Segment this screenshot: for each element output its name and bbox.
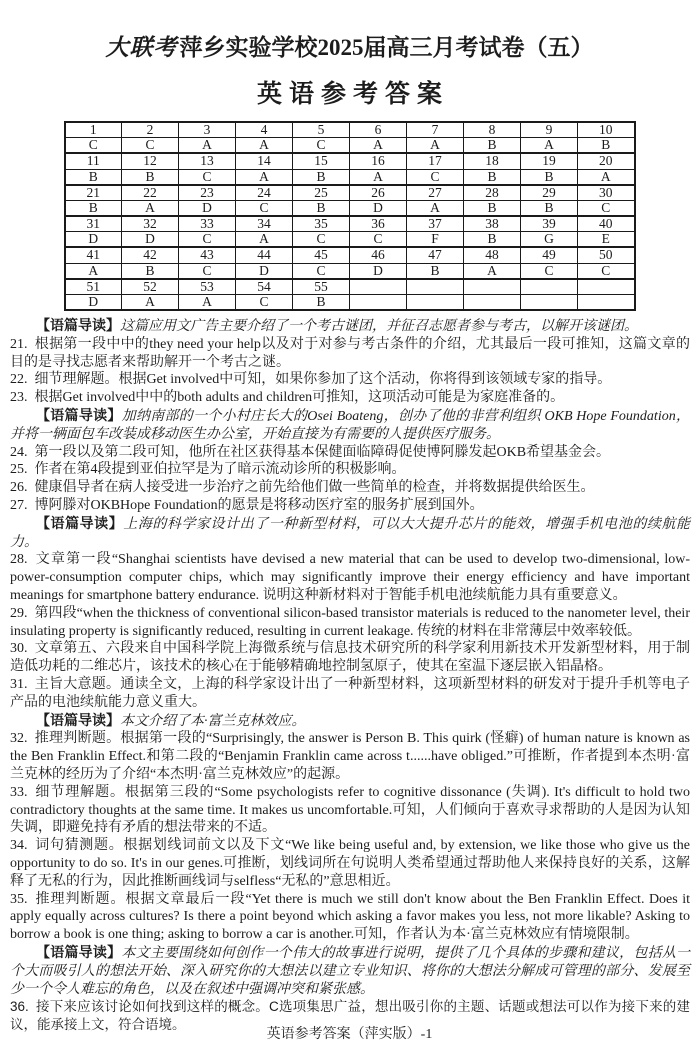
question-number-cell: 3: [179, 122, 236, 138]
item-number: 35.: [10, 891, 28, 907]
answer-cell: [407, 294, 464, 310]
question-number-row: [65, 122, 635, 138]
item-number: 29.: [10, 605, 28, 621]
question-number-row: [65, 247, 635, 263]
item-text: 细节理解题。根据Get involved中可知，如果你参加了这个活动，你将得到该领域专家的指导。: [34, 372, 612, 388]
answer-cell: A: [578, 169, 635, 185]
item-number: 23.: [10, 390, 28, 406]
answer-cell: C: [293, 232, 350, 248]
item-text: 词句猜测题。根据划线词前文以及下文“We like being useful and, by extension, we like those who give us the opportunity to do so. It's in our genes.可推断，划线词所在句说明人类希望通过帮助他人来保持良好的关系，这解释了无私的行为，因此推断画线词与selfless“无私的”意思相近。: [10, 838, 690, 889]
guide-label: 【语篇导读】: [36, 711, 120, 728]
answer-cell: C: [179, 263, 236, 279]
question-number-cell: 44: [236, 247, 293, 263]
answer-cell: B: [464, 232, 521, 248]
question-number-cell: 15: [293, 153, 350, 169]
item-text: 博阿滕对OKBHope Foundation的愿景是将移动医疗室的服务扩展到国外。: [34, 498, 484, 514]
explanation-item: [10, 730, 690, 783]
item-number: 22.: [10, 372, 28, 388]
question-number-cell: 28: [464, 185, 521, 201]
question-number-cell: 47: [407, 247, 464, 263]
answer-cell: A: [464, 263, 521, 279]
answer-table-body: [65, 122, 635, 310]
item-text: 根据第一段中中的they need your help以及对于对参与考古条件的介绍，尤其最后一段可推知，这篇文章的目的是寻找志愿者来帮助解开一个考古之谜。: [10, 336, 690, 370]
question-number-cell: 51: [65, 279, 122, 295]
answer-row: [65, 232, 635, 248]
question-number-cell: 45: [293, 247, 350, 263]
subject-title: 英语参考答案: [256, 80, 449, 108]
question-number-cell: 39: [521, 216, 578, 232]
answer-cell: B: [122, 263, 179, 279]
item-text: 第四段“when the thickness of conventional silicon-based transistor materials is reduced to the nanometer level, their insulating property is significantly reduced, resulting in current leakage. 传统的材料在非常薄层中效率较低。: [10, 605, 690, 639]
answer-cell: C: [407, 169, 464, 185]
explanation-item: [10, 389, 690, 407]
question-number-cell: 11: [65, 153, 122, 169]
question-number-cell: 17: [407, 153, 464, 169]
answer-cell: E: [578, 232, 635, 248]
answer-row: [65, 294, 635, 310]
item-text: 根据Get involved中中的both adults and children可推知，这项活动可能是为家庭准备的。: [34, 390, 565, 406]
guide-paragraph: [10, 944, 690, 998]
item-number: 36.: [10, 999, 29, 1015]
question-number-cell: [350, 279, 407, 295]
answer-cell: [521, 294, 578, 310]
explanation-item: [10, 676, 690, 712]
question-number-cell: [521, 279, 578, 295]
explanation-item: [10, 336, 690, 372]
answer-cell: A: [350, 169, 407, 185]
item-number: 33.: [10, 784, 28, 800]
answer-cell: B: [65, 169, 122, 185]
guide-paragraph: [10, 317, 690, 336]
answer-cell: [350, 294, 407, 310]
answer-explanations: [10, 317, 690, 1034]
question-number-cell: 12: [122, 153, 179, 169]
explanation-item: [10, 605, 690, 641]
item-number: 32.: [10, 731, 28, 747]
question-number-cell: 21: [65, 185, 122, 201]
answer-cell: B: [521, 169, 578, 185]
question-number-cell: 6: [350, 122, 407, 138]
question-number-cell: 40: [578, 216, 635, 232]
answer-cell: C: [350, 232, 407, 248]
question-number-cell: 29: [521, 185, 578, 201]
item-number: 26.: [10, 480, 28, 496]
answer-cell: B: [464, 169, 521, 185]
item-text: 接下来应该讨论如何找到这样的概念。C选项集思广益，想出吸引你的主题、话题或想法可以作为接下来的建议，能承接上文，符合语境。: [10, 999, 690, 1033]
answer-row: [65, 138, 635, 154]
question-number-cell: 10: [578, 122, 635, 138]
question-number-cell: 55: [293, 279, 350, 295]
answer-cell: D: [179, 200, 236, 216]
footer-text: 英语参考答案（萍实版）-1: [266, 1027, 433, 1042]
guide-text: 这篇应用文广告主要介绍了一个考古谜团，并征召志愿者参与考古，以解开该谜团。: [120, 319, 638, 335]
question-number-cell: 26: [350, 185, 407, 201]
guide-label: 【语篇导读】: [36, 943, 122, 960]
question-number-cell: 38: [464, 216, 521, 232]
question-number-cell: 16: [350, 153, 407, 169]
answer-cell: B: [521, 200, 578, 216]
answer-cell: B: [407, 263, 464, 279]
answer-cell: A: [179, 138, 236, 154]
answer-cell: D: [65, 232, 122, 248]
answer-cell: C: [521, 263, 578, 279]
question-number-cell: 5: [293, 122, 350, 138]
answer-cell: B: [65, 200, 122, 216]
question-number-cell: 4: [236, 122, 293, 138]
answer-cell: [464, 294, 521, 310]
question-number-cell: 8: [464, 122, 521, 138]
item-text: 第一段以及第二段可知，他所在社区获得基本保健面临障碍促使博阿滕发起OKB希望基金会。: [34, 444, 611, 460]
question-number-cell: 35: [293, 216, 350, 232]
question-number-cell: 34: [236, 216, 293, 232]
answer-cell: C: [179, 232, 236, 248]
question-number-cell: 30: [578, 185, 635, 201]
answer-cell: D: [236, 263, 293, 279]
guide-text: 本文介绍了本·富兰克林效应。: [120, 713, 306, 729]
explanation-item: [10, 837, 690, 890]
question-number-cell: 7: [407, 122, 464, 138]
explanation-item: [10, 497, 690, 515]
answer-cell: A: [122, 294, 179, 310]
question-number-cell: 43: [179, 247, 236, 263]
answer-row: [65, 169, 635, 185]
item-number: 34.: [10, 838, 28, 854]
item-text: 文章第一段“Shanghai scientists have devised a new material that can be used to develop two-dimensional, low-power-consumption computer chips, which may significantly improve their energy efficiency and have important meanings for smartphone battery endurance. 说明这种新材料对于智能手机电池续航能力具有重要意义。: [10, 552, 690, 604]
answer-table: [64, 121, 636, 311]
question-number-cell: 13: [179, 153, 236, 169]
doc-header: [0, 0, 699, 63]
answer-cell: C: [122, 138, 179, 154]
answer-cell: D: [65, 294, 122, 310]
question-number-cell: 2: [122, 122, 179, 138]
question-number-cell: 32: [122, 216, 179, 232]
answer-cell: C: [293, 138, 350, 154]
question-number-cell: 42: [122, 247, 179, 263]
exam-title: 萍乡实验学校2025届高三月考试卷（五）: [179, 35, 594, 60]
answer-cell: A: [407, 138, 464, 154]
question-number-cell: 33: [179, 216, 236, 232]
answer-cell: A: [122, 200, 179, 216]
answer-cell: A: [179, 294, 236, 310]
question-number-row: [65, 153, 635, 169]
answer-cell: D: [350, 263, 407, 279]
answer-cell: C: [65, 138, 122, 154]
answer-cell: [578, 294, 635, 310]
item-number: 27.: [10, 498, 28, 514]
question-number-cell: 36: [350, 216, 407, 232]
answer-cell: A: [236, 138, 293, 154]
question-number-cell: 23: [179, 185, 236, 201]
question-number-cell: 49: [521, 247, 578, 263]
question-number-cell: 50: [578, 247, 635, 263]
guide-text: 加纳南部的一个小村庄长大的Osei Boateng，创办了他的非营利组织 OKB Hope Foundation，并将一辆面包车改装成移动医生办公室，开始直接为有需要的人提供医疗服务。: [10, 409, 690, 442]
question-number-cell: 41: [65, 247, 122, 263]
item-number: 21.: [10, 336, 28, 352]
question-number-cell: 37: [407, 216, 464, 232]
answer-cell: A: [236, 232, 293, 248]
item-text: 推理判断题。根据文章最后一段“Yet there is much we still don't know about the Ben Franklin Effect. Does it apply equally across cultures? Is there a point beyond which asking a favor makes you less, not more likable? Asking to borrow a book is one thing; asking to borrow a car is another.可知，作者认为本·富兰克林效应有情境限制。: [10, 891, 690, 943]
answer-cell: A: [65, 263, 122, 279]
item-number: 28.: [10, 552, 28, 568]
answer-row: [65, 200, 635, 216]
answer-cell: C: [236, 200, 293, 216]
guide-paragraph: [10, 712, 690, 731]
question-number-cell: 54: [236, 279, 293, 295]
explanation-item: [10, 551, 690, 604]
answer-cell: D: [122, 232, 179, 248]
item-text: 健康倡导者在病人接受进一步治疗之前先给他们做一些简单的检查，并将数据提供给医生。: [34, 480, 595, 496]
question-number-cell: 52: [122, 279, 179, 295]
question-number-cell: [407, 279, 464, 295]
question-number-cell: [578, 279, 635, 295]
answer-cell: B: [293, 200, 350, 216]
answer-cell: B: [293, 169, 350, 185]
answer-cell: C: [578, 200, 635, 216]
item-number: 24.: [10, 444, 28, 460]
question-number-cell: 31: [65, 216, 122, 232]
item-text: 主旨大意题。通读全文，上海的科学家设计出了一种新型材料，这项新型材料的研发对于提升手机等电子产品的电池续航能力意义重大。: [10, 677, 690, 710]
question-number-cell: 14: [236, 153, 293, 169]
question-number-cell: 1: [65, 122, 122, 138]
answer-row: [65, 263, 635, 279]
answer-cell: A: [521, 138, 578, 154]
question-number-cell: 22: [122, 185, 179, 201]
answer-cell: F: [407, 232, 464, 248]
question-number-cell: 27: [407, 185, 464, 201]
guide-paragraph: [10, 407, 690, 444]
question-number-cell: 48: [464, 247, 521, 263]
explanation-item: [10, 371, 690, 389]
explanation-item: [10, 891, 690, 944]
guide-text: 上海的科学家设计出了一种新型材料，可以大大提升芯片的能效，增强手机电池的续航能力。: [10, 516, 691, 550]
explanation-item: [10, 461, 690, 479]
guide-text: 本文主要围绕如何创作一个伟大的故事进行说明，提供了几个具体的步骤和建议，包括从一个大而吸引人的想法开始、深入研究你的大想法以建立专业知识、将你的大想法分解成可管理的部分、发展至少一个令人难忘的角色，以及在叙述中强调冲突和紧张感。: [10, 945, 691, 997]
page-footer: [0, 1023, 699, 1043]
question-number-cell: 46: [350, 247, 407, 263]
question-number-cell: [464, 279, 521, 295]
question-number-cell: 25: [293, 185, 350, 201]
question-number-row: [65, 216, 635, 232]
question-number-cell: 18: [464, 153, 521, 169]
answer-cell: C: [293, 263, 350, 279]
explanation-item: [10, 784, 690, 837]
answer-cell: G: [521, 232, 578, 248]
exam-brand: 大联考: [105, 34, 178, 61]
question-number-row: [65, 279, 635, 295]
guide-label: 【语篇导读】: [36, 317, 120, 334]
guide-label: 【语篇导读】: [36, 514, 124, 531]
answer-cell: C: [179, 169, 236, 185]
guide-label: 【语篇导读】: [36, 407, 122, 424]
question-number-cell: 20: [578, 153, 635, 169]
question-number-cell: 24: [236, 185, 293, 201]
guide-paragraph: [10, 515, 690, 552]
answer-cell: B: [578, 138, 635, 154]
answer-cell: C: [236, 294, 293, 310]
answer-cell: A: [350, 138, 407, 154]
answer-cell: D: [350, 200, 407, 216]
answer-cell: B: [464, 200, 521, 216]
explanation-item: [10, 640, 690, 676]
answer-cell: B: [464, 138, 521, 154]
answer-cell: B: [293, 294, 350, 310]
question-number-row: [65, 185, 635, 201]
answer-cell: B: [122, 169, 179, 185]
item-number: 31.: [10, 677, 28, 692]
item-text: 作者在第4段提到亚伯拉罕是为了暗示流动诊所的积极影响。: [34, 462, 406, 478]
item-number: 25.: [10, 462, 28, 478]
answer-cell: A: [407, 200, 464, 216]
question-number-cell: 53: [179, 279, 236, 295]
answer-cell: A: [236, 169, 293, 185]
item-text: 文章第五、六段来自中国科学院上海微系统与信息技术研究所的科学家利用新技术开发新型材料，用于制造低功耗的二维芯片，该技术的核心在于能够精确地控制氢原子，使其在室温下逐层嵌入铝晶格。: [10, 641, 690, 675]
explanation-item: [10, 444, 690, 462]
item-text: 细节理解题。根据第三段的“Some psychologists refer to cognitive dissonance (失调). It's difficult to hold two contradictory thoughts at the same time. It makes us uncomfortable.可知，人们倾向于喜欢寻求帮助的人是因为认知失调，即避免持有矛盾的想法带来的不适。: [10, 784, 690, 836]
explanation-item: [10, 479, 690, 497]
question-number-cell: 19: [521, 153, 578, 169]
item-text: 推理判断题。根据第一段的“Surprisingly, the answer is Person B. This quirk (怪癖) of human nature is known as the Ben Franklin Effect.和第二段的“Benjamin Franklin came across t......have obliged.”可推断，作者提到本杰明·富兰克林的经历为了介绍“本杰明·富兰克林效应”的起源。: [10, 731, 690, 782]
question-number-cell: 9: [521, 122, 578, 138]
answer-cell: C: [578, 263, 635, 279]
item-number: 30.: [10, 641, 28, 657]
